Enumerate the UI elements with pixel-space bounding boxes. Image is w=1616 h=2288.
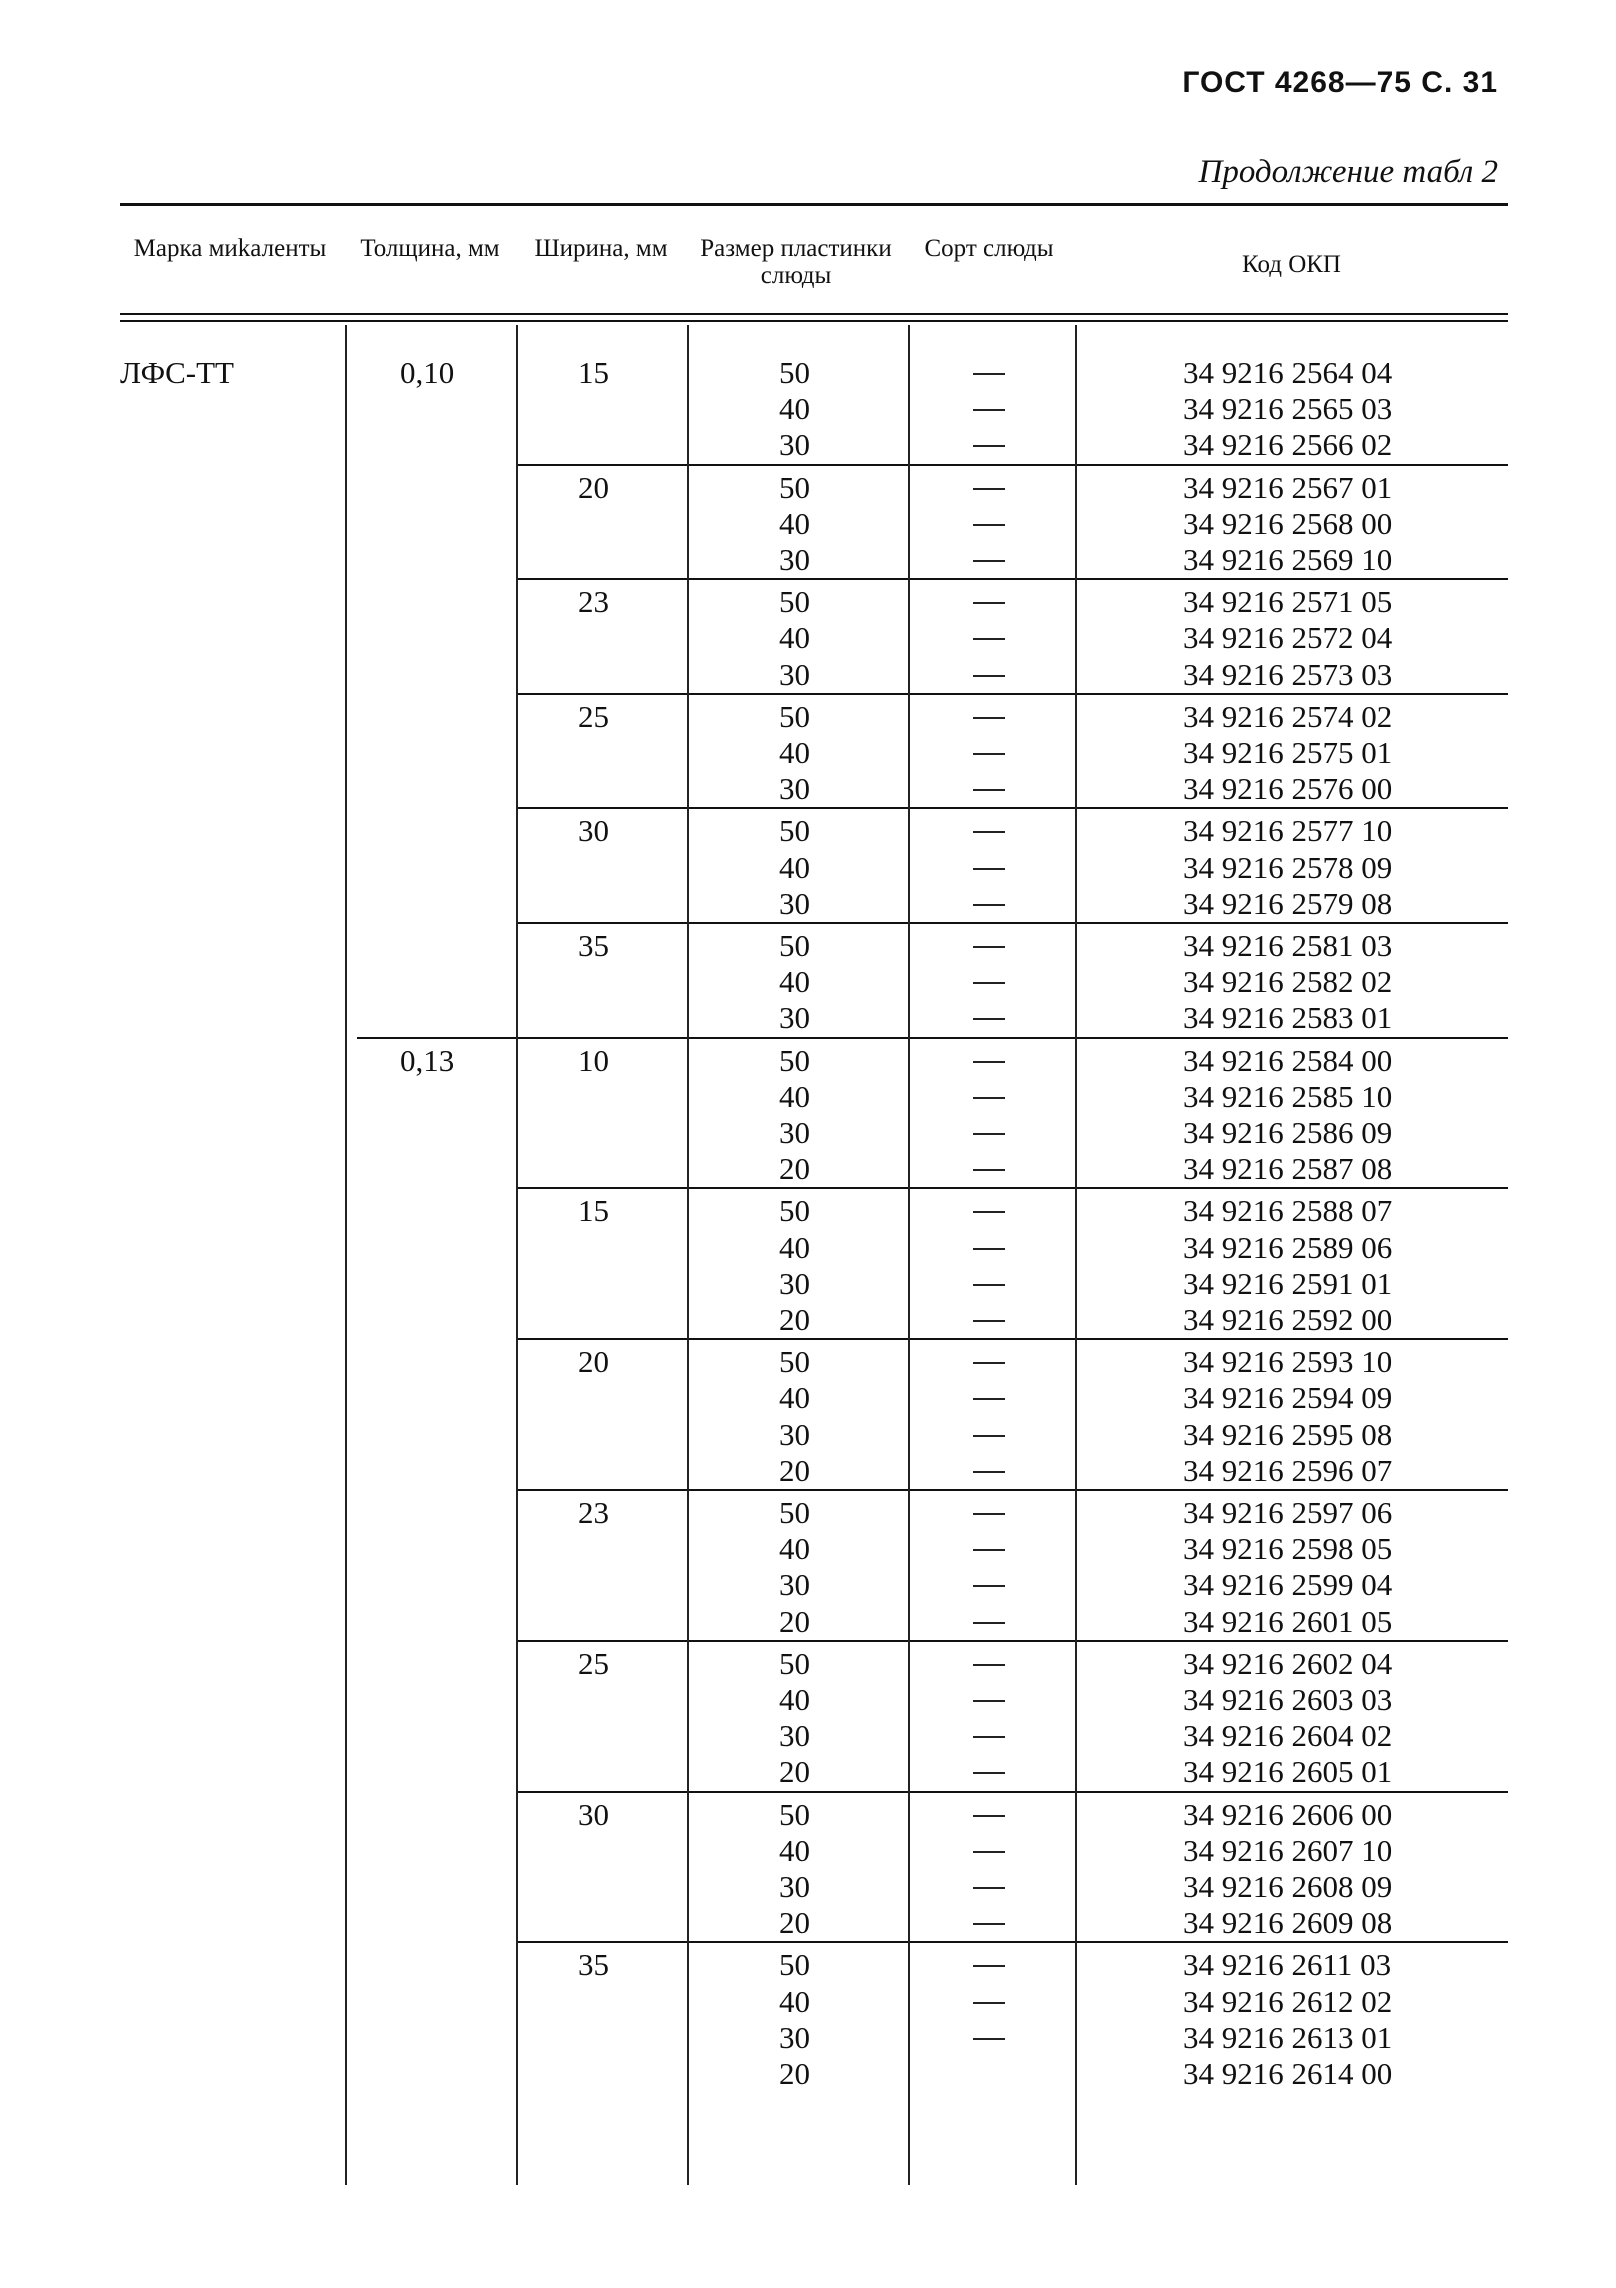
plate-size-cell: 50	[779, 1344, 810, 1380]
okp-code-cell: 34 9216 2572 04	[1183, 620, 1393, 656]
plate-size-cell: 20	[779, 2056, 810, 2091]
okp-code-cell: 34 9216 2594 09	[1183, 1380, 1393, 1416]
plate-size-cell: 40	[779, 505, 810, 541]
grade-dash	[973, 982, 1005, 984]
okp-code-cell: 34 9216 2609 08	[1183, 1905, 1393, 1941]
okp-code-cell: 34 9216 2589 06	[1183, 1229, 1393, 1265]
header-rule-upper	[120, 313, 1508, 315]
grade-dash	[973, 946, 1005, 948]
width-cell: 23	[578, 1495, 609, 1530]
grade-dash	[973, 1549, 1005, 1551]
plate-size-cell: 30	[779, 1718, 810, 1754]
grade-dash	[973, 2002, 1005, 2004]
group-separator	[516, 807, 1508, 809]
plate-size-cell: 30	[779, 771, 810, 807]
width-cell: 23	[578, 584, 609, 620]
okp-code-cell: 34 9216 2585 10	[1183, 1078, 1393, 1114]
width-cell: 15	[578, 1193, 609, 1229]
plate-size-cell: 30	[779, 2019, 810, 2055]
plate-size-cell: 30	[779, 1115, 810, 1150]
grade-dash	[973, 373, 1005, 375]
grade-dash	[973, 488, 1005, 490]
width-cell: 35	[578, 928, 609, 963]
plate-size-cell: 30	[779, 427, 810, 463]
grade-dash	[973, 2038, 1005, 2040]
header-width: Ширина, мм	[534, 235, 668, 262]
grade-dash	[973, 1169, 1005, 1171]
okp-code-cell: 34 9216 2602 04	[1183, 1645, 1393, 1681]
width-cell: 20	[578, 1344, 609, 1380]
width-cell: 10	[578, 1042, 609, 1078]
grade-dash	[973, 1471, 1005, 1473]
grade-dash	[973, 638, 1005, 640]
width-cell: 25	[578, 698, 609, 734]
okp-code-cell: 34 9216 2564 04	[1183, 355, 1393, 390]
grade-dash	[973, 1018, 1005, 1020]
plate-size-cell: 50	[779, 698, 810, 734]
grade-dash	[973, 1923, 1005, 1925]
okp-code-cell: 34 9216 2579 08	[1183, 885, 1393, 921]
okp-code-cell: 34 9216 2588 07	[1183, 1193, 1393, 1229]
plate-size-cell: 40	[779, 964, 810, 1000]
grade-dash	[973, 1700, 1005, 1702]
plate-size-cell: 40	[779, 735, 810, 770]
column-rule	[908, 325, 910, 2185]
plate-size-cell: 50	[779, 584, 810, 620]
okp-code-cell: 34 9216 2566 02	[1183, 427, 1393, 463]
okp-code-cell: 34 9216 2582 02	[1183, 964, 1393, 1000]
grade-dash	[973, 1851, 1005, 1853]
grade-dash	[973, 560, 1005, 562]
width-cell: 30	[578, 1796, 609, 1832]
plate-size-cell: 50	[779, 469, 810, 505]
plate-size-cell: 40	[779, 1983, 810, 2019]
column-rule	[345, 325, 347, 2185]
okp-code-cell: 34 9216 2607 10	[1183, 1832, 1393, 1868]
plate-size-cell: 50	[779, 1645, 810, 1681]
column-rule	[1075, 325, 1077, 2185]
grade-dash	[973, 1887, 1005, 1889]
plate-size-cell: 30	[779, 1000, 810, 1036]
width-cell: 20	[578, 469, 609, 505]
plate-size-cell: 30	[779, 1869, 810, 1904]
okp-code-cell: 34 9216 2573 03	[1183, 656, 1393, 692]
plate-size-cell: 20	[779, 1603, 810, 1639]
group-separator	[516, 1187, 1508, 1189]
grade-dash	[973, 1435, 1005, 1437]
okp-code-cell: 34 9216 2587 08	[1183, 1151, 1393, 1187]
plate-size-cell: 20	[779, 1905, 810, 1941]
okp-code-cell: 34 9216 2593 10	[1183, 1344, 1393, 1380]
header-brand: Марка миkаленты	[133, 235, 327, 262]
plate-size-cell: 40	[779, 620, 810, 656]
grade-dash	[973, 524, 1005, 526]
plate-size-cell: 50	[779, 1947, 810, 1983]
okp-code-cell: 34 9216 2601 05	[1183, 1603, 1393, 1639]
okp-code-cell: 34 9216 2577 10	[1183, 813, 1393, 849]
okp-code-cell: 34 9216 2581 03	[1183, 928, 1393, 963]
okp-code-cell: 34 9216 2586 09	[1183, 1115, 1393, 1150]
grade-dash	[973, 1320, 1005, 1322]
column-rule	[687, 325, 689, 2185]
plate-size-cell: 20	[779, 1151, 810, 1187]
grade-dash	[973, 1622, 1005, 1624]
grade-dash	[973, 1211, 1005, 1213]
plate-size-cell: 40	[779, 391, 810, 427]
grade-dash	[973, 1284, 1005, 1286]
plate-size-cell: 30	[779, 1567, 810, 1603]
okp-code-cell: 34 9216 2608 09	[1183, 1869, 1393, 1904]
okp-code-cell: 34 9216 2591 01	[1183, 1265, 1393, 1301]
grade-dash	[973, 1736, 1005, 1738]
header-okp-code: Код ОКП	[1242, 251, 1341, 278]
okp-code-cell: 34 9216 2565 03	[1183, 391, 1393, 427]
plate-size-cell: 40	[779, 1229, 810, 1265]
column-rule	[516, 325, 518, 2185]
okp-code-cell: 34 9216 2592 00	[1183, 1302, 1393, 1337]
okp-code-cell: 34 9216 2571 05	[1183, 584, 1393, 620]
grade-dash	[973, 675, 1005, 677]
group-separator	[516, 1941, 1508, 1943]
plate-size-cell: 50	[779, 813, 810, 849]
grade-dash	[973, 1133, 1005, 1135]
plate-size-cell: 50	[779, 928, 810, 963]
okp-code-cell: 34 9216 2576 00	[1183, 771, 1393, 807]
plate-size-cell: 50	[779, 1193, 810, 1229]
group-separator	[516, 464, 1508, 466]
okp-code-cell: 34 9216 2597 06	[1183, 1495, 1393, 1530]
grade-dash	[973, 602, 1005, 604]
okp-code-cell: 34 9216 2606 00	[1183, 1796, 1393, 1832]
group-separator	[516, 693, 1508, 695]
plate-size-cell: 40	[779, 1078, 810, 1114]
plate-size-cell: 30	[779, 1416, 810, 1452]
plate-size-cell: 40	[779, 1832, 810, 1868]
plate-size-cell: 40	[779, 1531, 810, 1567]
group-separator	[516, 1791, 1508, 1793]
okp-code-cell: 34 9216 2583 01	[1183, 1000, 1393, 1036]
okp-code-cell: 34 9216 2614 00	[1183, 2056, 1393, 2091]
plate-size-cell: 30	[779, 885, 810, 921]
grade-dash	[973, 831, 1005, 833]
plate-size-cell: 40	[779, 849, 810, 885]
width-cell: 30	[578, 813, 609, 849]
grade-dash	[973, 1585, 1005, 1587]
header-plate-size: Размер пластинки слюды	[700, 235, 892, 289]
group-separator	[516, 1489, 1508, 1491]
width-cell: 25	[578, 1645, 609, 1681]
header-rule-lower	[120, 320, 1508, 322]
plate-size-cell: 50	[779, 355, 810, 390]
header-mica-grade: Сорт слюды	[924, 235, 1054, 262]
plate-size-cell: 50	[779, 1796, 810, 1832]
plate-size-cell: 30	[779, 656, 810, 692]
grade-dash	[973, 409, 1005, 411]
table-caption: Продолжение табл 2	[1198, 154, 1498, 190]
grade-dash	[973, 789, 1005, 791]
group-separator	[357, 1037, 1508, 1039]
grade-dash	[973, 1362, 1005, 1364]
plate-size-cell: 20	[779, 1754, 810, 1790]
plate-size-cell: 50	[779, 1042, 810, 1078]
okp-code-cell: 34 9216 2604 02	[1183, 1718, 1393, 1754]
okp-code-cell: 34 9216 2599 04	[1183, 1567, 1393, 1603]
thickness-cell: 0,13	[400, 1042, 455, 1078]
grade-dash	[973, 904, 1005, 906]
okp-code-cell: 34 9216 2598 05	[1183, 1531, 1393, 1567]
okp-code-cell: 34 9216 2575 01	[1183, 735, 1393, 770]
header-thickness: Толщина, мм	[360, 235, 500, 262]
plate-size-cell: 50	[779, 1495, 810, 1530]
grade-dash	[973, 1061, 1005, 1063]
okp-code-cell: 34 9216 2596 07	[1183, 1452, 1393, 1488]
okp-code-cell: 34 9216 2568 00	[1183, 505, 1393, 541]
plate-size-cell: 40	[779, 1682, 810, 1717]
grade-dash	[973, 1664, 1005, 1666]
grade-dash	[973, 753, 1005, 755]
grade-dash	[973, 1815, 1005, 1817]
table-top-rule	[120, 203, 1508, 206]
plate-size-cell: 40	[779, 1380, 810, 1416]
okp-code-cell: 34 9216 2578 09	[1183, 849, 1393, 885]
brand-cell: ЛФС-ТТ	[120, 355, 234, 390]
thickness-cell: 0,10	[400, 355, 455, 390]
okp-code-cell: 34 9216 2603 03	[1183, 1682, 1393, 1717]
okp-code-cell: 34 9216 2567 01	[1183, 469, 1393, 505]
grade-dash	[973, 445, 1005, 447]
okp-code-cell: 34 9216 2595 08	[1183, 1416, 1393, 1452]
grade-dash	[973, 1398, 1005, 1400]
plate-size-cell: 30	[779, 1265, 810, 1301]
okp-code-cell: 34 9216 2574 02	[1183, 698, 1393, 734]
okp-code-cell: 34 9216 2612 02	[1183, 1983, 1393, 2019]
plate-size-cell: 20	[779, 1452, 810, 1488]
grade-dash	[973, 1248, 1005, 1250]
group-separator	[516, 922, 1508, 924]
okp-code-cell: 34 9216 2584 00	[1183, 1042, 1393, 1078]
okp-code-cell: 34 9216 2569 10	[1183, 542, 1393, 577]
okp-code-cell: 34 9216 2605 01	[1183, 1754, 1393, 1790]
group-separator	[516, 1640, 1508, 1642]
grade-dash	[973, 1513, 1005, 1515]
document-reference: ГОСТ 4268—75 С. 31	[1182, 66, 1498, 99]
grade-dash	[973, 717, 1005, 719]
okp-code-cell: 34 9216 2611 03	[1183, 1947, 1392, 1983]
group-separator	[516, 1338, 1508, 1340]
plate-size-cell: 20	[779, 1302, 810, 1337]
grade-dash	[973, 1097, 1005, 1099]
width-cell: 35	[578, 1947, 609, 1983]
plate-size-cell: 30	[779, 542, 810, 577]
okp-code-cell: 34 9216 2613 01	[1183, 2019, 1393, 2055]
group-separator	[516, 578, 1508, 580]
grade-dash	[973, 868, 1005, 870]
grade-dash	[973, 1965, 1005, 1967]
grade-dash	[973, 1772, 1005, 1774]
width-cell: 15	[578, 355, 609, 390]
